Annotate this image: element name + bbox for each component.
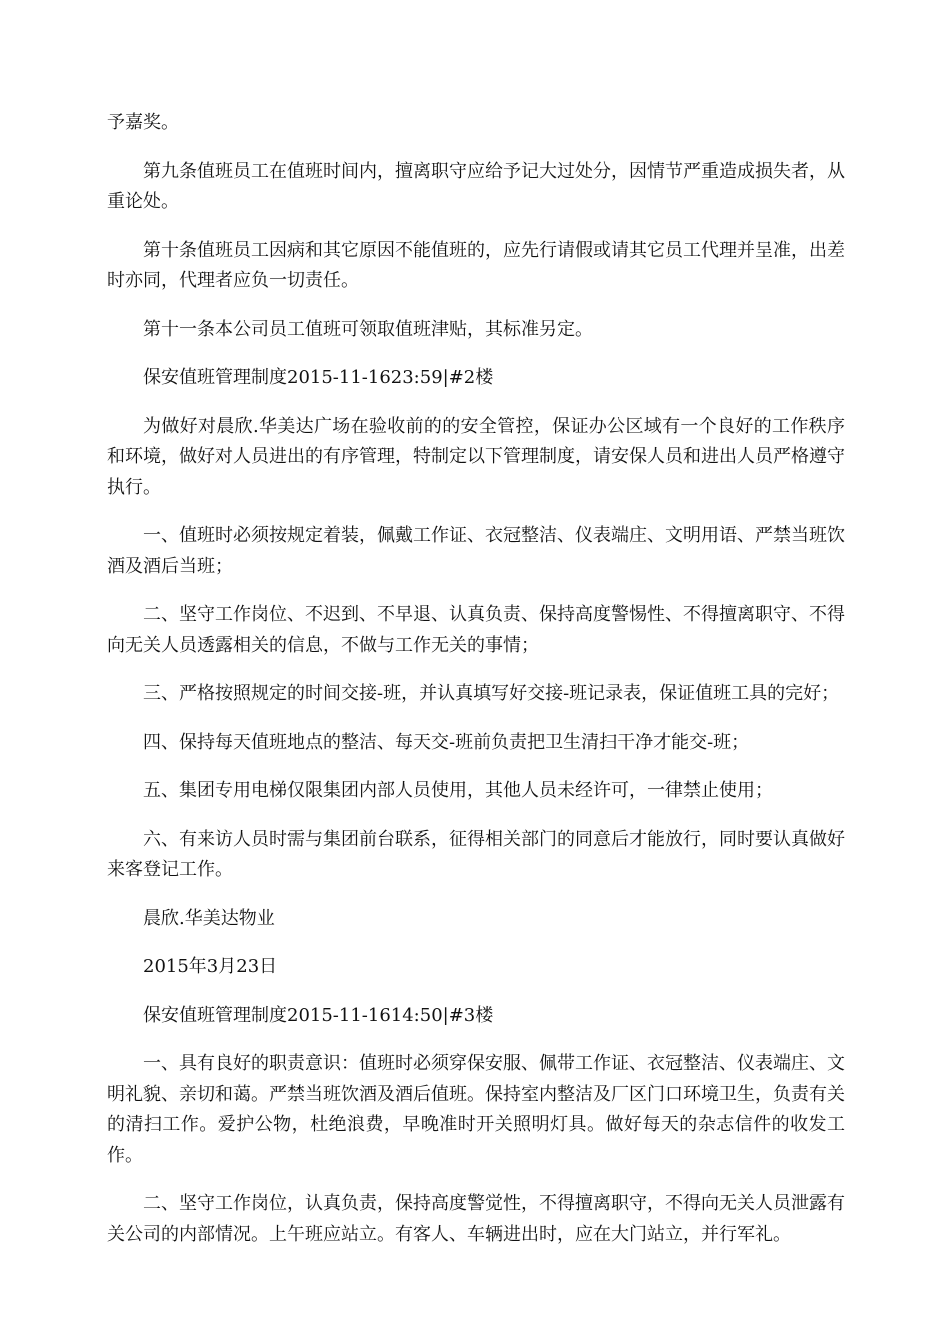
post-header-3: 保安值班管理制度2015-11-1614:50|#3楼 <box>143 1004 494 1026</box>
signature-company: 晨欣.华美达物业 <box>143 907 275 929</box>
paragraph-duty-1: 一、具有良好的职责意识：值班时必须穿保安服、佩带工作证、衣冠整洁、仪表端庄、文明礼貌、亲切和蔼。严禁当班饮酒及酒后值班。保持室内整洁及厂区门口环境卫生，负责有关的清扫工作。爱护公物，杜绝浪费，早晚准时开关照明灯具。做好每天的杂志信件的收发工作。 <box>107 1053 845 1166</box>
document-page <box>107 108 845 1250</box>
paragraph-article-9: 第九条值班员工在值班时间内，擅离职守应给予记大过处分，因情节严重造成损失者，从重论处。 <box>107 160 845 212</box>
paragraph-1: 予嘉奖。 <box>107 112 179 133</box>
signature-date: 2015年3月23日 <box>143 956 278 977</box>
paragraph-rule-6: 六、有来访人员时需与集团前台联系，征得相关部门的同意后才能放行，同时要认真做好来客登记工作。 <box>107 828 845 880</box>
paragraph-article-11: 第十一条本公司员工值班可领取值班津贴，其标准另定。 <box>143 318 593 340</box>
paragraph-rule-5: 五、集团专用电梯仅限集团内部人员使用，其他人员未经许可，一律禁止使用； <box>143 780 773 801</box>
paragraph-article-10: 第十条值班员工因病和其它原因不能值班的，应先行请假或请其它员工代理并呈准，出差时亦同，代理者应负一切责任。 <box>107 239 845 291</box>
paragraph-rule-1: 一、值班时必须按规定着装，佩戴工作证、衣冠整洁、仪表端庄、文明用语、严禁当班饮酒及酒后当班； <box>107 525 845 577</box>
paragraph-rule-3: 三、严格按照规定的时间交接-班，并认真填写好交接-班记录表，保证值班工具的完好； <box>143 683 840 704</box>
paragraph-intro: 为做好对晨欣.华美达广场在验收前的的安全管控，保证办公区域有一个良好的工作秩序和环境，做好对人员进出的有序管理，特制定以下管理制度，请安保人员和进出人员严格遵守执行。 <box>107 415 845 498</box>
paragraph-rule-4: 四、保持每天值班地点的整洁、每天交-班前负责把卫生清扫干净才能交-班； <box>143 731 750 753</box>
post-header-2: 保安值班管理制度2015-11-1623:59|#2楼 <box>143 367 494 388</box>
paragraph-rule-2: 二、坚守工作岗位、不迟到、不早退、认真负责、保持高度警惕性、不得擅离职守、不得向无关人员透露相关的信息，不做与工作无关的事情； <box>107 604 845 656</box>
paragraph-duty-2: 二、坚守工作岗位，认真负责，保持高度警觉性，不得擅离职守，不得向无关人员泄露有关公司的内部情况。上午班应站立。有客人、车辆进出时，应在大门站立，并行军礼。 <box>107 1193 845 1245</box>
